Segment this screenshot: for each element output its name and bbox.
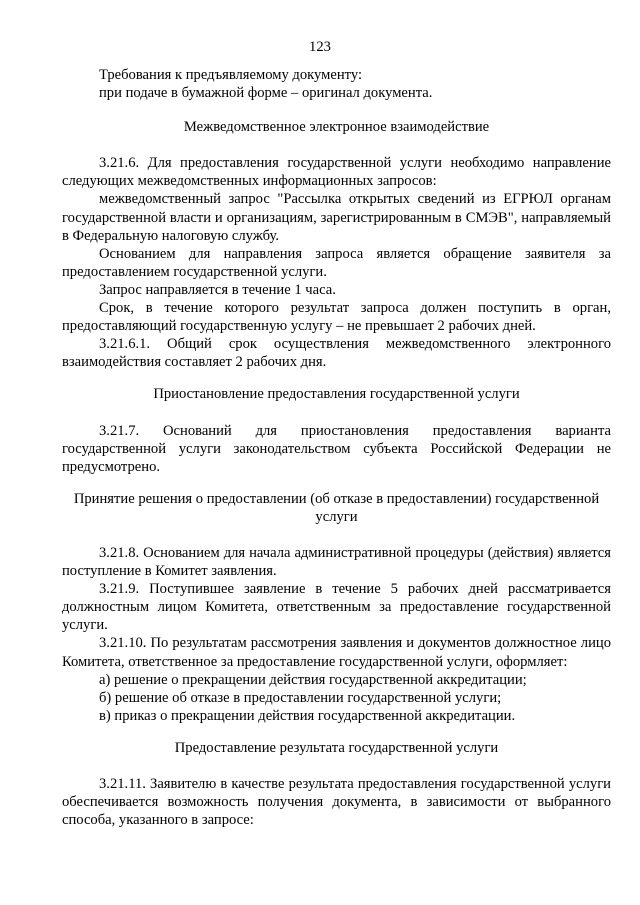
paragraph: Запрос направляется в течение 1 часа. <box>99 281 336 298</box>
paragraph: 3.21.8. Основанием для начала административной процедуры (действия) является поступление в Комитет заявления. <box>62 544 611 580</box>
paragraph: 3.21.10. По результатам рассмотрения заявления и документов должностное лицо Комитета, ответственное за предоставление государственной услуги, оформляет: <box>62 635 611 670</box>
document-body <box>62 66 611 829</box>
section-heading: Приостановление предоставления государственной услуги <box>153 386 520 403</box>
page-number: 123 <box>309 39 331 55</box>
paragraph: 3.21.7. Оснований для приостановления предоставления варианта государственной услуги законодательством субъекта Российской Федерации не предусмотрено. <box>62 422 611 475</box>
section-heading: Межведомственное электронное взаимодействие <box>183 119 490 136</box>
intro-line: при подаче в бумажной форме – оригинал документа. <box>99 85 433 102</box>
list-item: в) приказ о прекращении действия государственной аккредитации. <box>99 707 516 724</box>
paragraph: 3.21.6.1. Общий срок осуществления межведомственного электронного взаимодействия составляет 2 рабочих дня. <box>62 336 611 371</box>
paragraph: Срок, в течение которого результат запроса должен поступить в орган, предоставляющий государственную услугу – не превышает 2 рабочих дней. <box>62 300 611 335</box>
section-heading: Предоставление результата государственной услуги <box>174 739 499 756</box>
list-item: а) решение о прекращении действия государственной аккредитации; <box>99 671 527 688</box>
list-item: б) решение об отказе в предоставлении государственной услуги; <box>99 689 502 706</box>
paragraph: 3.21.9. Поступившее заявление в течение 5 рабочих дней рассматривается должностным лицом Комитета, ответственным за предоставление государственной услуги. <box>62 581 611 634</box>
paragraph: 3.21.6. Для предоставления государственной услуги необходимо направление следующих межведомственных информационных запросов: <box>62 155 611 190</box>
section-heading: Принятие решения о предоставлении (об отказе в предоставлении) государственной услуги <box>73 490 600 525</box>
intro-line: Требования к предъявляемому документу: <box>99 67 363 83</box>
paragraph: Основанием для направления запроса является обращение заявителя за предоставлением государственной услуги. <box>62 245 611 280</box>
paragraph: межведомственный запрос "Рассылка открытых сведений из ЕГРЮЛ органам государственной власти и организациям, зарегистрированным в СМЭВ", направляемый в Федеральную налоговую службу. <box>62 191 611 244</box>
paragraph: 3.21.11. Заявителю в качестве результата предоставления государственной услуги обеспечивается возможность получения документа, в зависимости от выбранного способа, указанного в запросе: <box>62 776 611 829</box>
